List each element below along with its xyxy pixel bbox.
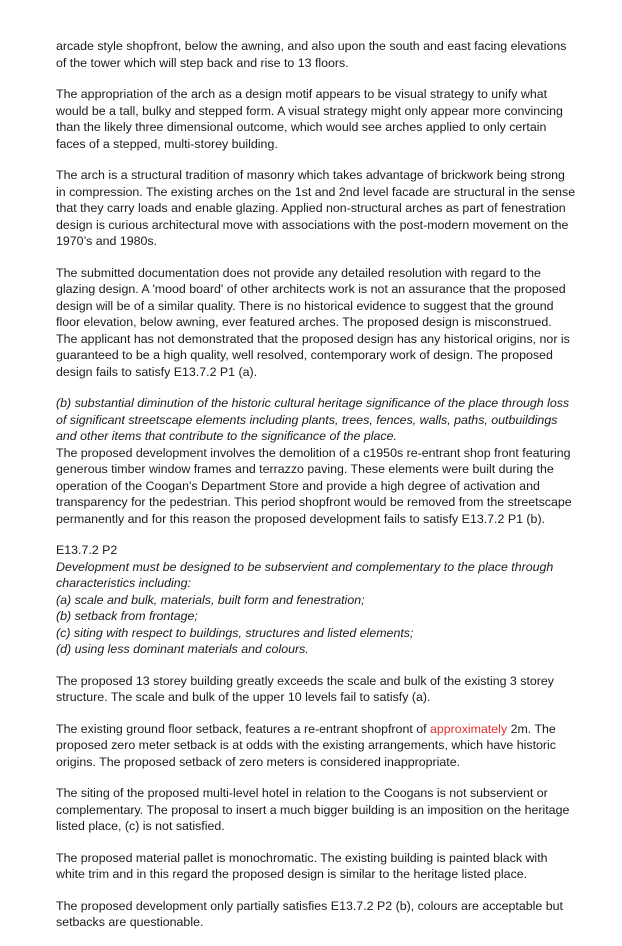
criteria-intro: Development must be designed to be subservient and complementary to the place through characteristics including: [56, 559, 554, 590]
paragraph-scale-bulk: The proposed 13 storey building greatly exceeds the scale and bulk of the existing 3 storey structure. The scale and bulk of the upper 10 levels fail to satisfy (a). [56, 673, 554, 704]
setback-text-before: The existing ground floor setback, features a re-entrant shopfront of [56, 721, 430, 736]
paragraph-materials: The proposed material pallet is monochromatic. The existing building is painted black with white trim and in this regard the proposed design is similar to the heritage listed place. [56, 850, 548, 881]
section-e13-7-2-p2 [56, 542, 576, 658]
section-heading: E13.7.2 P2 [56, 543, 118, 557]
criteria-item-c: (c) siting with respect to buildings, structures and listed elements; [56, 625, 414, 640]
criteria-item-b: (b) setback from frontage; [56, 609, 198, 623]
paragraph-conclusion: The proposed development only partially satisfies E13.7.2 P2 (b), colours are acceptable but setbacks are questionable. [56, 898, 563, 929]
paragraph-arcade-shopfront: arcade style shopfront, below the awning, and also upon the south and east facing elevations of the tower which will step back and rise to 13 floors. [56, 39, 567, 70]
paragraph-setback [56, 721, 576, 771]
criterion-b-text: (b) substantial diminution of the historic cultural heritage significance of the place through loss of significant streetscape elements including plants, trees, fences, walls, paths, outbuildings and other items that contribute to the significance of the place. [56, 396, 570, 443]
paragraph-arch-structural: The arch is a structural tradition of masonry which takes advantage of brickwork being strong in compression. The existing arches on the 1st and 2nd level facade are structural in the sense that they carry loads and enable glazing. Applied non-structural arches as part of fenestration design is curious architectural move with associations with the post-modern movement on the 1970’s and 1980s. [56, 168, 576, 248]
criteria-item-a: (a) scale and bulk, materials, built form and fenestration; [56, 592, 365, 607]
paragraph-shopfront-demolition: The proposed development involves the demolition of a c1950s re-entrant shop front featuring generous timber window frames and terrazzo paving. These elements were built during the operation of the Coogan's Department Store and provide a high degree of activation and transparency for the pedestrian. This period shopfront would be removed from the streetscape permanently and for this reason the proposed development fails to satisfy E13.7.2 P1 (b). [56, 445, 572, 526]
document-page [56, 38, 576, 946]
paragraph-glazing-design: The submitted documentation does not provide any detailed resolution with regard to the glazing design. A 'mood board' of other architects work is not an assurance that the proposed design will be of a similar quality. There is no historical evidence to suggest that the ground floor elevation, below awning, ever featured arches. The proposed design is misconstrued. The applicant has not demonstrated that the proposed design has any historical origins, nor is guaranteed to be a high quality, well resolved, contemporary work of design. The proposed design fails to satisfy E13.7.2 P1 (a). [56, 265, 570, 379]
criteria-item-d: (d) using less dominant materials and colours. [56, 642, 309, 656]
section-heritage-diminution [56, 395, 576, 527]
highlighted-word: approximately [430, 721, 508, 736]
paragraph-siting: The siting of the proposed multi-level hotel in relation to the Coogans is not subservient or complementary. The proposal to insert a much bigger building is an imposition on the heritage listed place, (c) is not satisfied. [56, 786, 570, 833]
paragraph-arch-motif: The appropriation of the arch as a design motif appears to be visual strategy to unify what would be a tall, bulky and stepped form. A visual strategy might only appear more convincing than the likely three dimensional outcome, which would see arches applied to only certain faces of a stepped, multi-storey building. [56, 87, 563, 151]
setback-text-after: 2m. The proposed zero meter setback is at odds with the existing arrangements, which have historic origins. The proposed setback of zero meters is considered inappropriate. [56, 721, 557, 769]
